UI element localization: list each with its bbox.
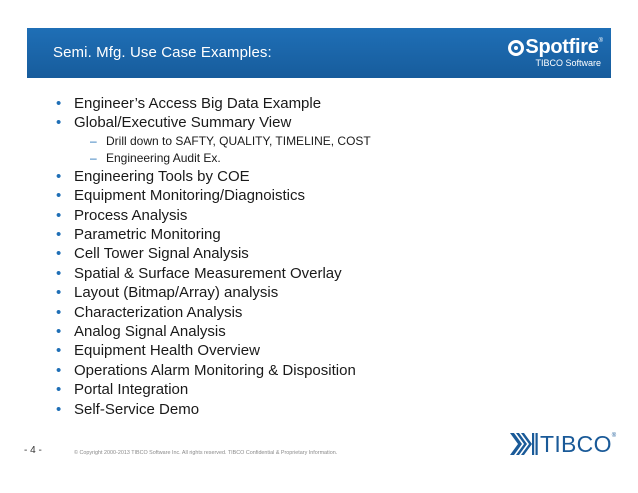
bullet-list (56, 94, 616, 419)
bullet-marker: • (56, 323, 62, 341)
list-item-text: Global/Executive Summary View (74, 114, 292, 132)
spotfire-logo-main (508, 36, 603, 59)
page-number: - 4 - (24, 445, 42, 456)
list-item-text: Parametric Monitoring (74, 226, 221, 244)
bullet-marker: • (56, 95, 62, 112)
slide-header (27, 28, 611, 78)
list-item-text: Self-Service Demo (74, 400, 200, 418)
tibco-logo (508, 430, 616, 458)
dash-marker: – (90, 150, 97, 165)
list-item-text: Operations Alarm Monitoring & Disposition (74, 361, 356, 379)
bullet-marker: • (56, 206, 62, 224)
bullet-marker: • (56, 187, 62, 205)
list-item-text: Layout (Bitmap/Array) analysis (74, 284, 279, 302)
list-item-text: Engineering Tools by COE (74, 167, 250, 185)
list-item (56, 380, 616, 399)
spotfire-logo (481, 36, 603, 72)
bullet-marker: • (56, 167, 62, 185)
list-item (56, 225, 616, 244)
list-item-text: Equipment Monitoring/Diagnoistics (74, 187, 305, 205)
list-item (56, 283, 616, 302)
bullet-marker: • (56, 284, 62, 302)
tibco-registered-mark: ® (611, 433, 617, 439)
sub-list-item-text: Drill down to SAFTY, QUALITY, TIMELINE, COST (106, 133, 371, 148)
sub-list-item (56, 133, 616, 150)
list-item-text: Spatial & Surface Measurement Overlay (74, 264, 342, 282)
list-item-text: Cell Tower Signal Analysis (74, 245, 249, 263)
tibco-stripes-icon (508, 431, 538, 457)
list-item (56, 361, 616, 380)
bullet-marker: • (56, 361, 62, 379)
list-item (56, 322, 616, 341)
dash-marker: – (90, 133, 97, 148)
list-item (56, 167, 616, 186)
list-item-text: Engineer’s Access Big Data Example (74, 95, 322, 112)
bullet-marker: • (56, 114, 62, 132)
bullet-marker: • (56, 226, 62, 244)
spotfire-ring-icon (508, 40, 524, 56)
sub-list-item (56, 150, 616, 167)
list-item (56, 341, 616, 360)
list-item-text: Process Analysis (74, 206, 188, 224)
list-item (56, 264, 616, 283)
spotfire-logo-word: Spotfire (525, 36, 599, 58)
bullet-marker: • (56, 264, 62, 282)
list-item-text: Portal Integration (74, 381, 189, 399)
list-item (56, 113, 616, 132)
bullet-marker: • (56, 245, 62, 263)
list-item (56, 303, 616, 322)
list-item (56, 94, 616, 113)
spotfire-logo-subtitle: TIBCO Software (535, 58, 601, 68)
tibco-logo-word: TIBCO (540, 430, 612, 457)
bullet-marker: • (56, 303, 62, 321)
list-item (56, 400, 616, 419)
bullet-marker: • (56, 381, 62, 399)
bullet-marker: • (56, 400, 62, 418)
list-item (56, 244, 616, 263)
sub-list-item-text: Engineering Audit Ex. (106, 150, 221, 165)
slide-title: Semi. Mfg. Use Case Examples: (53, 44, 272, 61)
list-item (56, 206, 616, 225)
copyright-notice: © Copyright 2000-2013 TIBCO Software Inc. All rights reserved. TIBCO Confidential & Proprietary Information. (74, 450, 338, 456)
list-item-text: Characterization Analysis (74, 303, 243, 321)
list-item (56, 186, 616, 205)
list-item-text: Equipment Health Overview (74, 342, 260, 360)
bullet-marker: • (56, 342, 62, 360)
spotfire-registered-mark: ® (598, 38, 603, 44)
list-item-text: Analog Signal Analysis (74, 323, 226, 341)
